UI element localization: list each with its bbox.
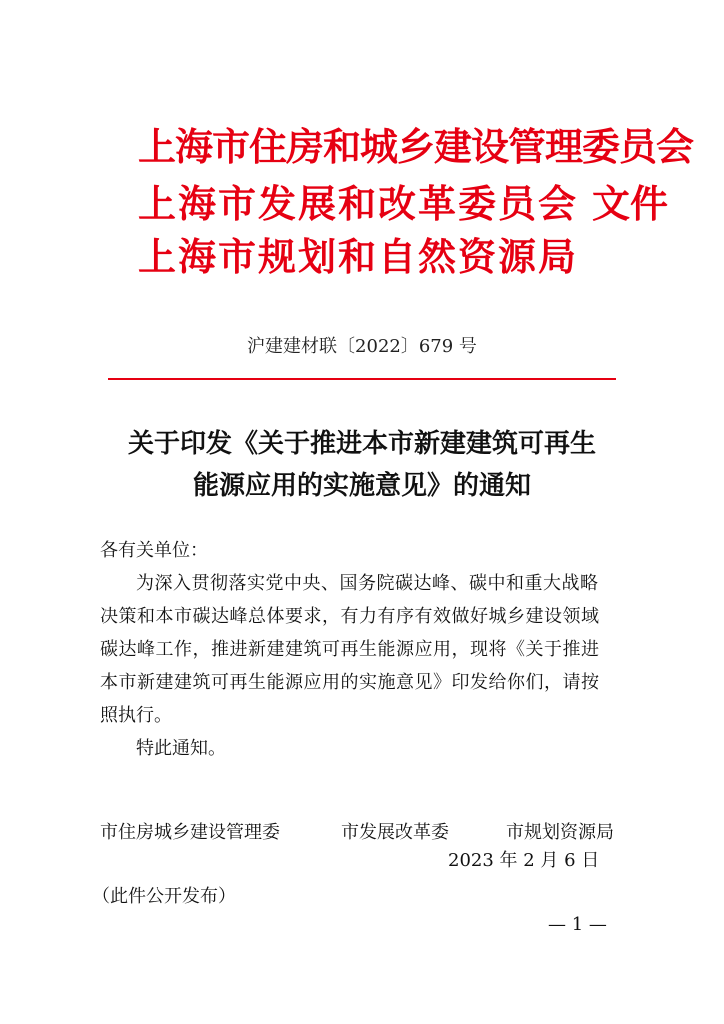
document-number: 沪建建材联〔2022〕679 号	[247, 336, 477, 357]
issuer-line-housing: 上海市住房和城乡建设管理委员会	[138, 125, 694, 169]
signature-planning: 市规划资源局	[506, 822, 614, 843]
notice-title-line-1: 关于印发《关于推进本市新建建筑可再生	[127, 429, 596, 459]
doc-type-label: 文件	[592, 182, 669, 226]
paragraph-line-5: 照执行。	[100, 705, 172, 726]
publication-note: （此件公开发布）	[92, 886, 236, 907]
notice-title-line-2: 能源应用的实施意见》的通知	[192, 471, 531, 501]
signature-development: 市发展改革委	[341, 822, 449, 843]
issuer-name-development: 上海市发展和改革委员会	[138, 182, 579, 226]
paragraph-line-4: 本市新建建筑可再生能源应用的实施意见》印发给你们，请按	[100, 672, 600, 693]
paragraph-line-2: 决策和本市碳达峰总体要求，有力有序有效做好城乡建设领域	[100, 606, 600, 627]
signature-housing: 市住房城乡建设管理委	[100, 822, 280, 843]
paragraph-line-1: 为深入贯彻落实党中央、国务院碳达峰、碳中和重大战略	[136, 573, 599, 594]
closing-line: 特此通知。	[136, 738, 226, 759]
red-divider-line	[108, 378, 616, 380]
issuer-line-development	[138, 182, 669, 226]
issuer-line-planning: 上海市规划和自然资源局	[138, 235, 579, 279]
issue-date: 2023 年 2 月 6 日	[448, 850, 600, 871]
page-number: — 1 —	[548, 914, 607, 935]
salutation: 各有关单位：	[100, 540, 208, 561]
paragraph-line-3: 碳达峰工作，推进新建建筑可再生能源应用，现将《关于推进	[100, 639, 600, 660]
